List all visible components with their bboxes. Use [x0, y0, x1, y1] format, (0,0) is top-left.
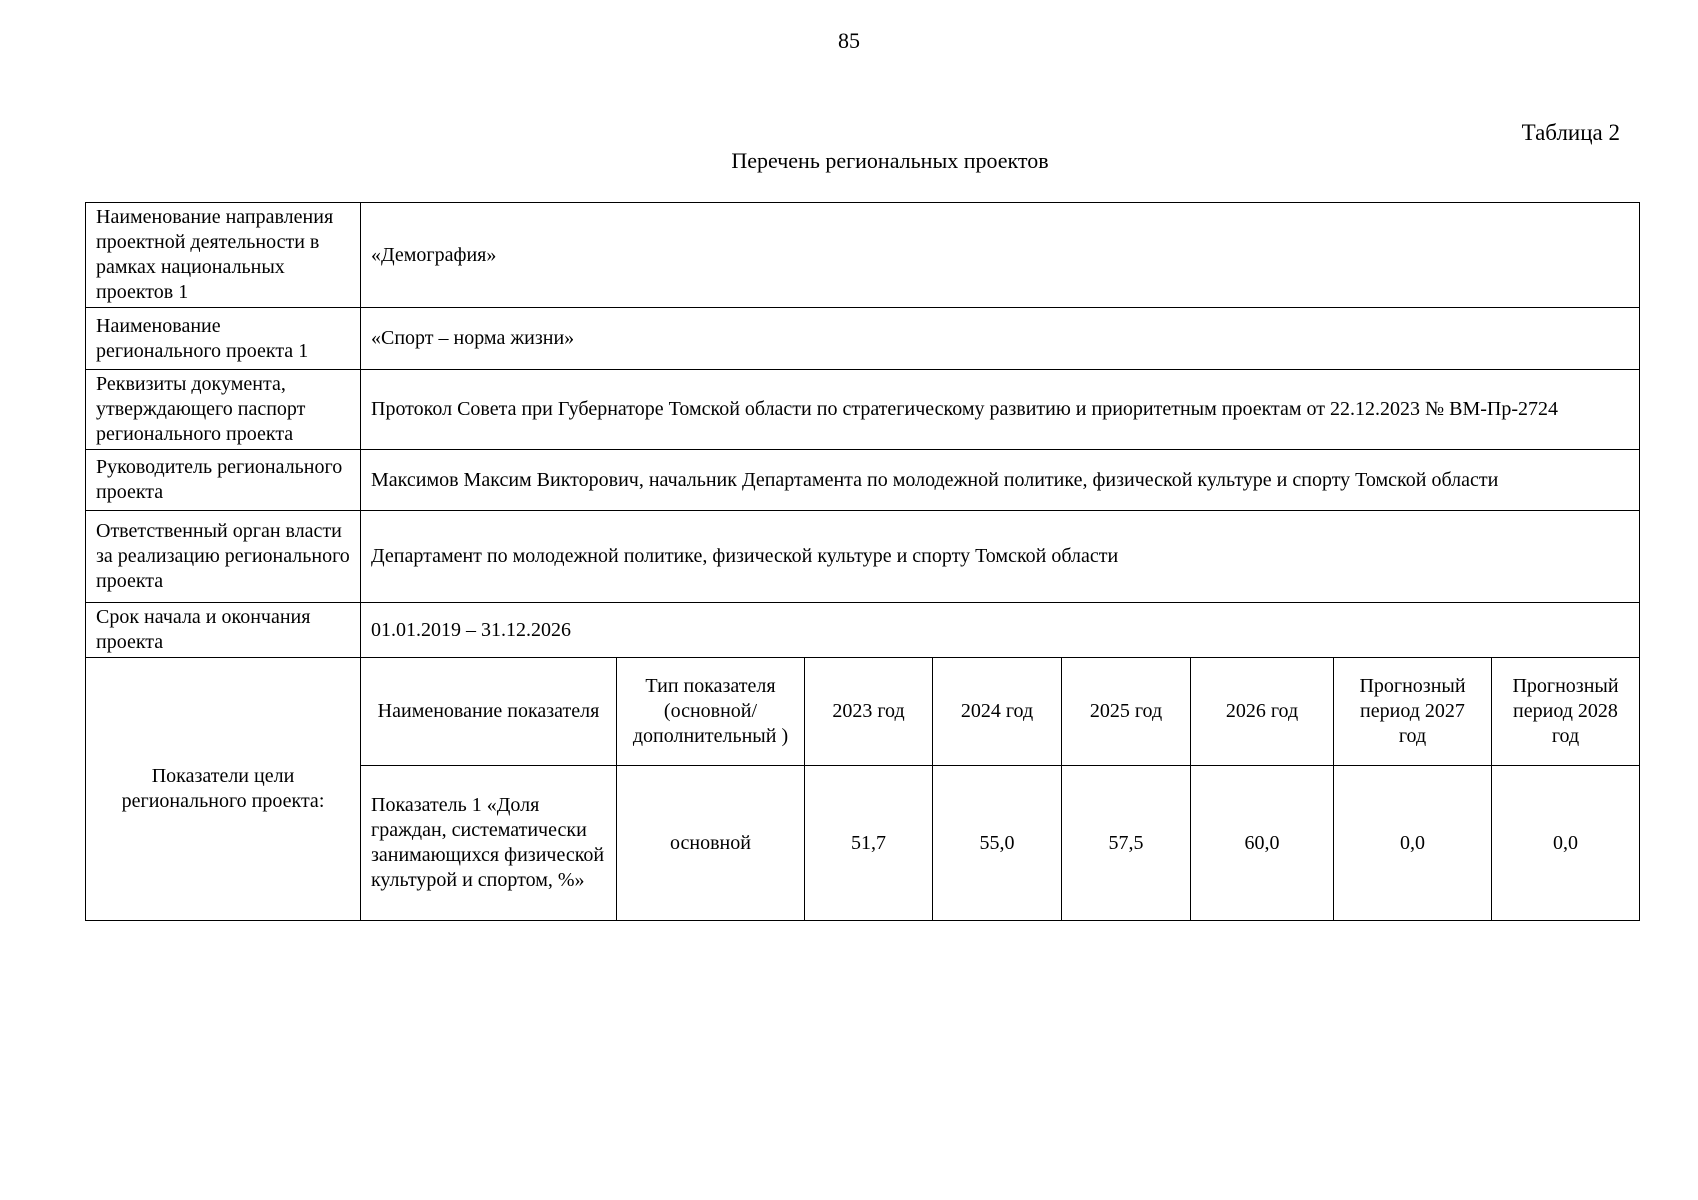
row-label: Срок начала и окончания проекта	[86, 603, 361, 658]
regional-projects-table	[85, 202, 1640, 921]
row-label: Ответственный орган власти за реализацию регионального проекта	[86, 511, 361, 603]
value-2023: 51,7	[805, 766, 933, 921]
row-value: «Демография»	[361, 203, 1640, 308]
row-label: Наименование направления проектной деятельности в рамках национальных проектов 1	[86, 203, 361, 308]
row-label: Реквизиты документа, утверждающего паспорт регионального проекта	[86, 370, 361, 450]
table-row	[86, 203, 1640, 308]
header-year-2025: 2025 год	[1062, 658, 1191, 766]
indicators-header-row	[86, 658, 1640, 766]
row-value: Департамент по молодежной политике, физической культуре и спорту Томской области	[361, 511, 1640, 603]
table-label: Таблица 2	[1521, 120, 1620, 145]
header-forecast-2027: Прогнозный период 2027 год	[1334, 658, 1492, 766]
row-value: Протокол Совета при Губернаторе Томской области по стратегическому развитию и приоритетным проектам от 22.12.2023 № ВМ-Пр-2724	[361, 370, 1640, 450]
value-2027: 0,0	[1334, 766, 1492, 921]
value-2026: 60,0	[1191, 766, 1334, 921]
table-row	[86, 308, 1640, 370]
header-forecast-2028: Прогнозный период 2028 год	[1492, 658, 1640, 766]
table-row	[86, 603, 1640, 658]
row-value: «Спорт – норма жизни»	[361, 308, 1640, 370]
indicator-name: Показатель 1 «Доля граждан, систематически занимающихся физической культурой и спортом, %»	[361, 766, 617, 921]
row-value: Максимов Максим Викторович, начальник Департамента по молодежной политике, физической культуре и спорту Томской области	[361, 450, 1640, 511]
table-title: Перечень региональных проектов	[731, 148, 1049, 173]
table-row	[86, 450, 1640, 511]
value-2028: 0,0	[1492, 766, 1640, 921]
indicator-type: основной	[617, 766, 805, 921]
header-indicator-type: Тип показателя (основной/ дополнительный )	[617, 658, 805, 766]
header-year-2026: 2026 год	[1191, 658, 1334, 766]
header-year-2023: 2023 год	[805, 658, 933, 766]
table-row	[86, 511, 1640, 603]
header-year-2024: 2024 год	[933, 658, 1062, 766]
page-number: 85	[838, 28, 860, 53]
row-label: Наименование регионального проекта 1	[86, 308, 361, 370]
row-label: Руководитель регионального проекта	[86, 450, 361, 511]
table-row	[86, 370, 1640, 450]
row-value: 01.01.2019 – 31.12.2026	[361, 603, 1640, 658]
value-2025: 57,5	[1062, 766, 1191, 921]
value-2024: 55,0	[933, 766, 1062, 921]
goal-indicators-label: Показатели цели регионального проекта:	[86, 658, 361, 921]
header-indicator-name: Наименование показателя	[361, 658, 617, 766]
